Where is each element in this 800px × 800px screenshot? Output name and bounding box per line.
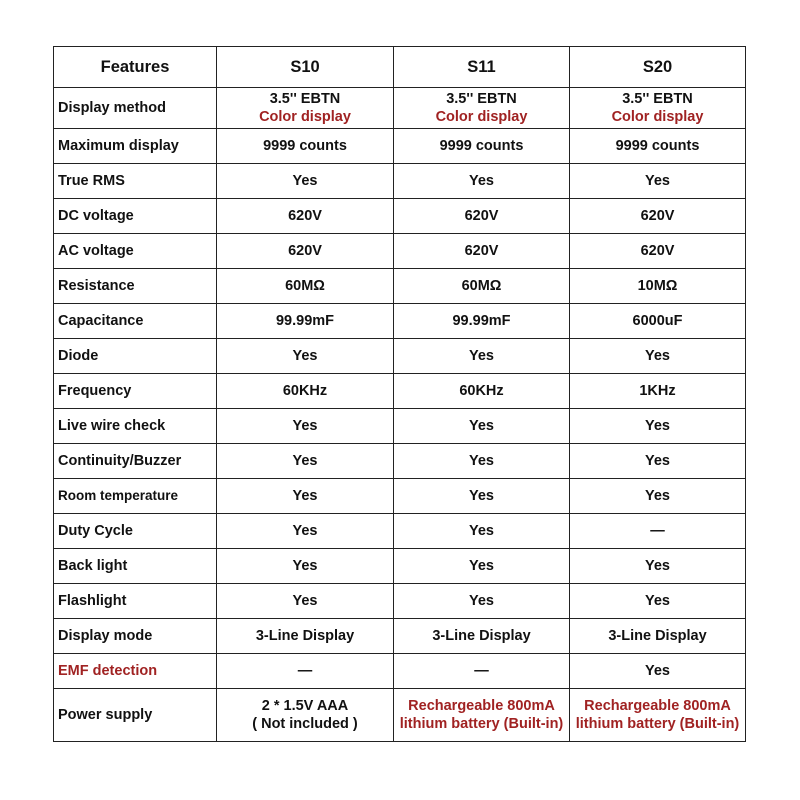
row-label: Maximum display xyxy=(54,129,217,164)
cell-line-red: lithium battery (Built-in) xyxy=(399,716,564,732)
row-label: Continuity/Buzzer xyxy=(54,444,217,479)
row-true-rms xyxy=(54,164,746,199)
row-label: Display mode xyxy=(54,619,217,654)
row-capacitance xyxy=(54,304,746,339)
row-frequency xyxy=(54,374,746,409)
row-diode xyxy=(54,339,746,374)
cell-line-red: Color display xyxy=(435,109,528,125)
row-label: AC voltage xyxy=(54,234,217,269)
row-label: Resistance xyxy=(54,269,217,304)
row-label: Diode xyxy=(54,339,217,374)
cell-s11: 620V xyxy=(394,199,570,234)
cell-s11: Yes xyxy=(394,409,570,444)
row-back-light xyxy=(54,549,746,584)
cell-line-red: Rechargeable 800mA xyxy=(584,698,731,714)
cell-s10: 620V xyxy=(217,234,394,269)
cell-s11: 620V xyxy=(394,234,570,269)
row-label-red: EMF detection xyxy=(54,654,217,689)
row-label: Duty Cycle xyxy=(54,514,217,549)
row-label: Frequency xyxy=(54,374,217,409)
cell-s10: Yes xyxy=(217,339,394,374)
cell-s11: Yes xyxy=(394,514,570,549)
cell-s20: 620V xyxy=(570,234,746,269)
cell-s20: — xyxy=(570,514,746,549)
cell-s10 xyxy=(217,88,394,129)
row-emf-detection xyxy=(54,654,746,689)
row-label: Power supply xyxy=(54,689,217,742)
cell-line-red: Color display xyxy=(611,109,704,125)
header-s11: S11 xyxy=(394,47,570,88)
row-label: Flashlight xyxy=(54,584,217,619)
row-resistance xyxy=(54,269,746,304)
cell-s10: Yes xyxy=(217,584,394,619)
cell-line: 3.5'' EBTN xyxy=(269,91,341,107)
header-s10: S10 xyxy=(217,47,394,88)
row-continuity-buzzer xyxy=(54,444,746,479)
cell-s11: 3-Line Display xyxy=(394,619,570,654)
cell-line-red: lithium battery (Built-in) xyxy=(575,716,740,732)
cell-s10 xyxy=(217,689,394,742)
cell-s11: 9999 counts xyxy=(394,129,570,164)
cell-s20 xyxy=(570,88,746,129)
cell-s10: Yes xyxy=(217,409,394,444)
cell-line-red: Rechargeable 800mA xyxy=(408,698,555,714)
cell-s11: Yes xyxy=(394,549,570,584)
cell-s11: 99.99mF xyxy=(394,304,570,339)
cell-s10: 60MΩ xyxy=(217,269,394,304)
cell-s20: Yes xyxy=(570,409,746,444)
cell-line: 2 * 1.5V AAA xyxy=(261,698,349,714)
row-label: Live wire check xyxy=(54,409,217,444)
row-room-temperature xyxy=(54,479,746,514)
cell-s10: Yes xyxy=(217,164,394,199)
cell-s10: 60KHz xyxy=(217,374,394,409)
row-display-mode xyxy=(54,619,746,654)
cell-s11: Yes xyxy=(394,164,570,199)
cell-s20: 3-Line Display xyxy=(570,619,746,654)
row-display-method xyxy=(54,88,746,129)
row-duty-cycle xyxy=(54,514,746,549)
cell-s11: 60KHz xyxy=(394,374,570,409)
cell-line: 3.5'' EBTN xyxy=(622,91,693,107)
row-label: Room temperature xyxy=(54,479,217,514)
cell-s20: 620V xyxy=(570,199,746,234)
cell-s10: Yes xyxy=(217,549,394,584)
cell-s10: Yes xyxy=(217,479,394,514)
cell-s20: Yes xyxy=(570,654,746,689)
cell-s10: 620V xyxy=(217,199,394,234)
comparison-table-container xyxy=(53,46,745,742)
cell-s20: 6000uF xyxy=(570,304,746,339)
cell-line: ( Not included ) xyxy=(252,716,358,732)
cell-s11: Yes xyxy=(394,339,570,374)
row-label: Display method xyxy=(54,88,217,129)
row-ac-voltage xyxy=(54,234,746,269)
header-row xyxy=(54,47,746,88)
row-label: Capacitance xyxy=(54,304,217,339)
row-power-supply xyxy=(54,689,746,742)
cell-s20 xyxy=(570,689,746,742)
cell-s10: 3-Line Display xyxy=(217,619,394,654)
row-label: True RMS xyxy=(54,164,217,199)
cell-s20: Yes xyxy=(570,339,746,374)
header-s20: S20 xyxy=(570,47,746,88)
row-label: Back light xyxy=(54,549,217,584)
cell-s11: Yes xyxy=(394,479,570,514)
row-live-wire-check xyxy=(54,409,746,444)
cell-line-red: Color display xyxy=(259,109,351,125)
cell-s10: — xyxy=(217,654,394,689)
cell-s20: Yes xyxy=(570,444,746,479)
cell-s20: Yes xyxy=(570,479,746,514)
cell-s11: Yes xyxy=(394,584,570,619)
row-maximum-display xyxy=(54,129,746,164)
cell-s11: Yes xyxy=(394,444,570,479)
cell-s11: 60MΩ xyxy=(394,269,570,304)
cell-s20: 9999 counts xyxy=(570,129,746,164)
feature-comparison-table xyxy=(53,46,746,742)
cell-s10: 99.99mF xyxy=(217,304,394,339)
row-dc-voltage xyxy=(54,199,746,234)
cell-line: 3.5'' EBTN xyxy=(446,91,517,107)
cell-s20: Yes xyxy=(570,164,746,199)
cell-s10: 9999 counts xyxy=(217,129,394,164)
cell-s10: Yes xyxy=(217,514,394,549)
cell-s20: 10MΩ xyxy=(570,269,746,304)
cell-s11 xyxy=(394,689,570,742)
cell-s20: Yes xyxy=(570,584,746,619)
row-label: DC voltage xyxy=(54,199,217,234)
cell-s11: — xyxy=(394,654,570,689)
cell-s10: Yes xyxy=(217,444,394,479)
header-features: Features xyxy=(54,47,217,88)
cell-s20: Yes xyxy=(570,549,746,584)
row-flashlight xyxy=(54,584,746,619)
cell-s11 xyxy=(394,88,570,129)
cell-s20: 1KHz xyxy=(570,374,746,409)
